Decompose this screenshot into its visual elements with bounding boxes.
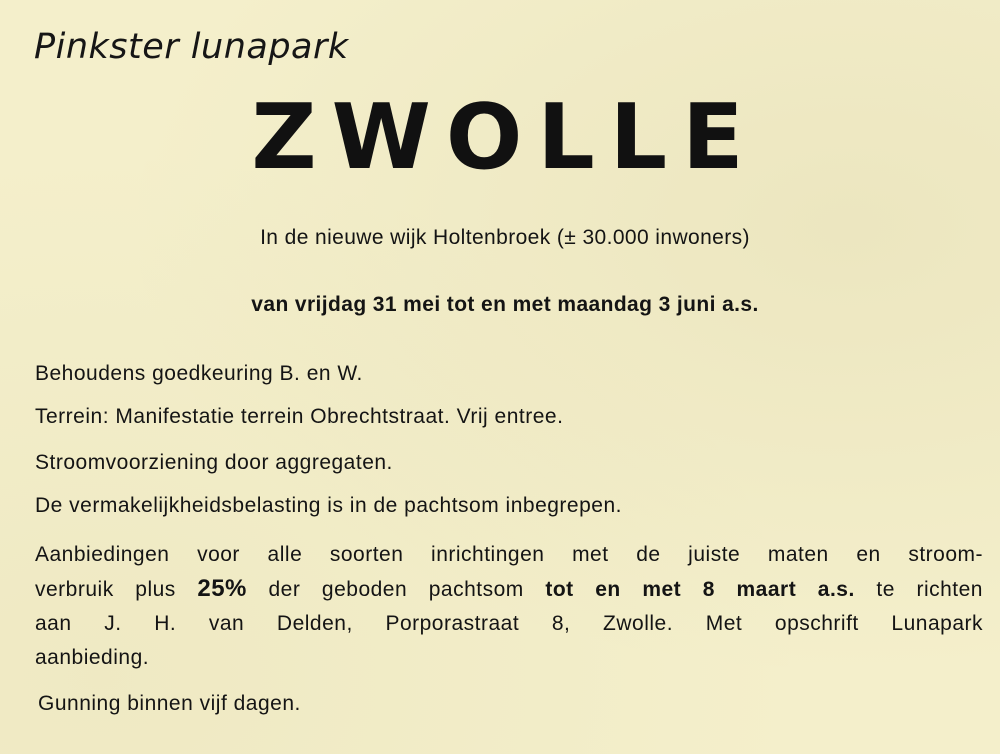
offer-line: [35, 572, 983, 607]
offer-line: Aanbiedingen voor alle soorten inrichtingen met de juiste maten en stroom-: [35, 543, 983, 566]
offer-line: aanbieding.: [35, 646, 150, 669]
offer-percentage: 25%: [197, 575, 247, 602]
ad-approval-line: Behoudens goedkeuring B. en W.: [35, 362, 363, 385]
offer-address-line: aan J. H. van Delden, Porporastraat 8, Zwolle. Met opschrift Lunapark: [35, 612, 983, 635]
bleed-through-text: [940, 440, 949, 478]
offer-text: der geboden pachtsom: [246, 578, 546, 601]
ad-location-subtitle: In de nieuwe wijk Holtenbroek (± 30.000 inwoners): [260, 226, 750, 249]
ad-tax-line: De vermakelijkheidsbelasting is in de pachtsom inbegrepen.: [35, 494, 622, 517]
ad-kicker: Pinkster lunapark: [34, 27, 349, 67]
bleed-through-text: [820, 0, 824, 17]
ad-offer-paragraph: [35, 538, 983, 675]
offer-text: te richten: [854, 578, 983, 601]
ad-headline-city: ZWOLLE: [251, 85, 759, 190]
offer-text: verbruik plus: [35, 578, 198, 601]
ad-power-line: Stroomvoorziening door aggregaten.: [35, 451, 393, 474]
ad-event-dates: van vrijdag 31 mei tot en met maandag 3 juni a.s.: [251, 293, 759, 316]
offer-deadline: tot en met 8 maart a.s.: [545, 578, 855, 601]
ad-closing-line: Gunning binnen vijf dagen.: [38, 692, 301, 715]
ad-terrain-line: Terrein: Manifestatie terrein Obrechtstraat. Vrij entree.: [35, 405, 564, 428]
